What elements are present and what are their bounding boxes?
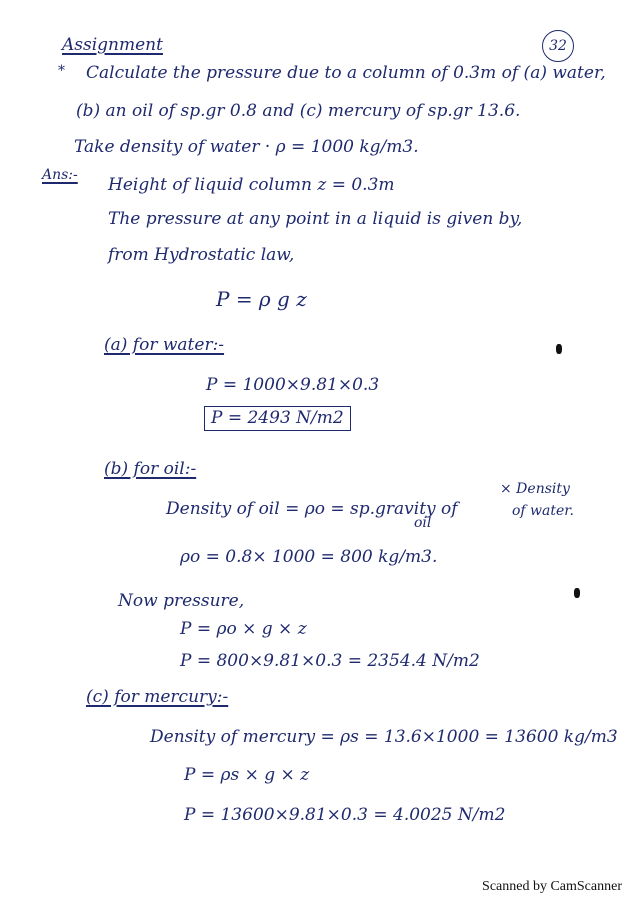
part-b-density-rhs1: × Density (500, 481, 570, 497)
part-b-now: Now pressure, (118, 591, 245, 611)
part-b-density-sub: oil (414, 515, 432, 531)
part-c-density: Density of mercury = ρs = 13.6×1000 = 13600 kg/m3 (150, 727, 618, 747)
page-number: 32 (542, 30, 574, 62)
part-a-heading: (a) for water:- (104, 335, 225, 355)
intro-line-3: from Hydrostatic law, (108, 245, 295, 265)
question-line-1: Calculate the pressure due to a column of 0.3m of (a) water, (86, 63, 606, 83)
part-b-heading: (b) for oil:- (104, 459, 197, 479)
ink-blot (556, 344, 562, 354)
ans-label: Ans:- (42, 167, 78, 183)
question-line-2: (b) an oil of sp.gr 0.8 and (c) mercury of sp.gr 13.6. (76, 101, 521, 121)
part-b-density-rhs2: of water. (512, 503, 574, 519)
part-c-p-calc: P = 13600×9.81×0.3 = 4.0025 N/m2 (184, 805, 506, 825)
part-b-po: ρo = 0.8× 1000 = 800 kg/m3. (180, 547, 438, 567)
part-b-density: Density of oil = ρo = sp.gravity of (166, 499, 458, 519)
assignment-heading: Assignment (62, 35, 163, 55)
part-c-heading: (c) for mercury:- (86, 687, 229, 707)
star-marker: * (58, 63, 65, 79)
part-c-p-formula: P = ρs × g × z (184, 765, 310, 785)
part-a-line-1: P = 1000×9.81×0.3 (206, 375, 380, 395)
intro-line-1: Height of liquid column z = 0.3m (108, 175, 395, 195)
ink-blot (574, 588, 580, 598)
part-b-p-calc: P = 800×9.81×0.3 = 2354.4 N/m2 (180, 651, 480, 671)
main-formula: P = ρ g z (216, 287, 307, 311)
question-line-3: Take density of water · ρ = 1000 kg/m3. (74, 137, 419, 157)
part-b-p-formula: P = ρo × g × z (180, 619, 307, 639)
scanner-watermark: Scanned by CamScanner (482, 879, 622, 894)
intro-line-2: The pressure at any point in a liquid is given by, (108, 209, 523, 229)
part-a-answer: P = 2493 N/m2 (204, 406, 351, 431)
